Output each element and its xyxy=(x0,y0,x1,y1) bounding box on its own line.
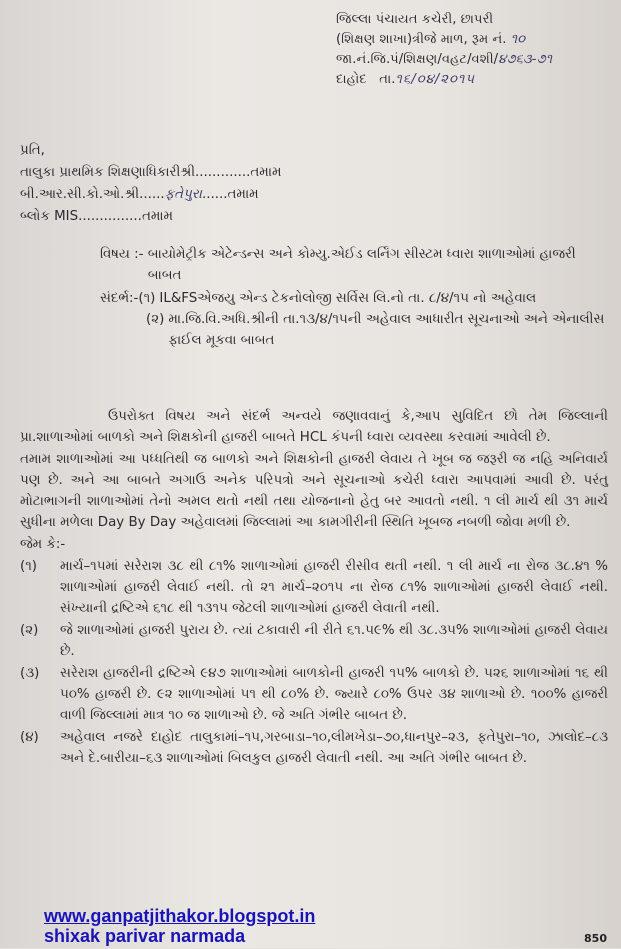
finding-number: (૧) xyxy=(20,559,38,574)
finding-number: (૩) xyxy=(20,666,40,681)
place-date-line xyxy=(336,70,616,90)
outward-line xyxy=(336,50,616,70)
finding-text: માર્ચ–૧૫માં સરેરાશ ૩૮ થી ૮૧% શાળાઓમાં હાજરી રીસીવ થતી નથી. ૧ લી માર્ચ ના રોજ ૩૮.૪૧ % શાળાઓમાં હાજરી લેવાઈ નથી. તો ૨૧ માર્ચ–૨૦૧૫ ના રોજ ૮૧% શાળાઓમાં હાજરી લેવાઈ નથી. સંખ્યાની દ્રષ્ટિએ ૬૧૮ થી ૧૩૧૫ જેટલી શાળાઓમાં હાજરી લેવાતી નથી. xyxy=(60,559,608,616)
place: દાહોદ xyxy=(336,72,367,87)
reference-text: મા.જિ.વિ.અધિ.શ્રીની તા.૧૩/૪/૧૫ની અહેવાલ આધારીત સૂચનાઓ અને એનાલીસ ફાઈલ મૂકવા બાબત xyxy=(168,312,605,348)
brc-suffix: ......તમામ xyxy=(201,187,259,202)
subject-section xyxy=(100,244,610,351)
reference-text: IL&FSએજયુ એન્ડ ટેકનોલોજી સર્વિસ લિ.નો તા. ૮/૪/૧૫ નો અહેવાલ xyxy=(159,291,537,306)
branch-text: (શિક્ષણ શાખા)ત્રીજે માળ, રૂમ નં. xyxy=(336,32,507,47)
finding-text: અહેવાલ નજરે દાહોદ તાલુકામાં–૧૫,ગરબાડા–૧૦,લીમખેડા–૭૦,ધાનપુર–૨૩, ફતેપુરા–૧૦, ઝાલોદ–૮૩ અને દે.બારીયા–૬૩ શાળાઓમાં બિલકુલ હાજરી લેવાતી નથી. આ અતિ ગંભીર બાબત છે. xyxy=(60,730,608,766)
addressee-mis: બ્લોક MIS...............તમામ xyxy=(20,209,174,224)
addressee-tpeo: તાલુકા પ્રાથમિક શિક્ષણાધિકારીશ્રી.............તમામ xyxy=(20,165,282,180)
jem-ke-label: જેમ કે:- xyxy=(20,537,66,552)
subject-label: વિષય :- xyxy=(100,247,144,262)
reference-label: સંદર્ભ:- xyxy=(100,291,139,306)
reference-row xyxy=(100,288,610,309)
letterhead xyxy=(336,10,616,90)
reference-item xyxy=(146,309,610,351)
subject-row xyxy=(100,244,610,286)
body-paragraph: ઉપરોક્ત વિષય અને સંદર્ભ અન્વયે જણાવવાનું કે,આપ સુવિદિત છો તેમ જિલ્લાની પ્રા.શાળાઓમાં બાળકો અને શિક્ષકોની હાજરી બાબતે HCL કંપની ધ્વારા વ્યવસ્થા કરવામાં આવેલી છે. xyxy=(20,409,608,445)
finding-item xyxy=(20,556,608,619)
brc-handwritten: ફતેપુરા xyxy=(164,187,202,202)
letter-date: ૧૬/૦૪/૨૦૧૫ xyxy=(395,72,476,87)
body-paragraph: તમામ શાળાઓમાં આ પધ્ધતિથી જ બાળકો અને શિક્ષકોની હાજરી લેવાય તે ખૂબ જ જરૂરી જ નહિ અનિવાર્ય પણ છે. અને આ બાબતે અગાઉ અનેક પરિપત્રો અને સૂચનાઓ કચેરી ધ્વારા આપવામાં આવી છે. પરંતુ મોટાભાગની શાળાઓમાં તેનો અમલ થતો નથી તથા યોજનાનો હેતુ બર આવતો નથી. ૧ લી માર્ચ થી ૩૧ માર્ચ સુધીના મળેલા Day By Day અહેવાલમાં જિલ્લામાં આ કામગીરીની સ્થિતિ ખૂબજ નબળી જોવા મળી છે. xyxy=(20,452,608,530)
outward-number: ૪૭૬૩-૭૧ xyxy=(498,52,553,67)
outward-prefix: જા.નં.જિ.પં/શિક્ષણ/વહટ/વશી/ xyxy=(336,52,499,67)
reference-list xyxy=(138,288,610,309)
page-number: 850 xyxy=(584,932,607,945)
finding-text: જે શાળાઓમાં હાજરી પુરાય છે. ત્યાં ટકાવારી ની રીતે ૬૧.૫૯% થી ૩૮.૩૫% શાળાઓમાં હાજરી લેવાય છે. xyxy=(60,623,608,659)
office-name: જિલ્લા પંચાયત કચેરી, છાપરી xyxy=(336,12,494,27)
reference-number: (૧) xyxy=(138,291,156,306)
addressee-brc xyxy=(20,184,440,206)
prati-label: પ્રતિ, xyxy=(20,143,45,158)
finding-item xyxy=(20,663,608,726)
blog-link[interactable]: www.ganpatjithakor.blogspot.in xyxy=(44,906,316,926)
date-prefix: તા. xyxy=(379,72,396,87)
finding-item xyxy=(20,727,608,769)
finding-number: (૨) xyxy=(20,623,39,638)
finding-item xyxy=(20,620,608,662)
reference-number: (૨) xyxy=(146,312,165,327)
subject-text: બાયોમેટ્રીક એટેન્ડન્સ અને કોમ્યુ.એઈડ લર્નિંગ સીસ્ટમ ધ્વારા શાળાઓમાં હાજરી બાબત xyxy=(147,247,576,283)
finding-text: સરેરાશ હાજરીની દ્રષ્ટિએ ૯૪૭ શાળાઓમાં બાળકોની હાજરી ૧૫% બાળકો છે. ૫૨૬ શાળાઓમાં ૧૬ થી ૫૦% હાજરી છે. ૯૨ શાળાઓમાં ૫૧ થી ૮૦% છે. જ્યારે ૮૦% ઉપર ૩૪ શાળાઓ છે. ૧૦૦% હાજરી વાળી જિલ્લામાં માત્ર ૧૦ જ શાળાઓ છે. જે અતિ ગંભીર બાબત છે. xyxy=(60,666,608,723)
letter-body xyxy=(20,406,608,769)
addressee-block xyxy=(20,140,440,228)
finding-number: (૪) xyxy=(20,730,39,745)
reference-item xyxy=(138,288,610,309)
branch-line xyxy=(336,30,616,50)
group-name: shixak parivar narmada xyxy=(44,926,246,946)
room-number: ૧૦ xyxy=(510,32,526,47)
brc-prefix: બી.આર.સી.કો.ઓ.શ્રી...... xyxy=(20,187,165,202)
